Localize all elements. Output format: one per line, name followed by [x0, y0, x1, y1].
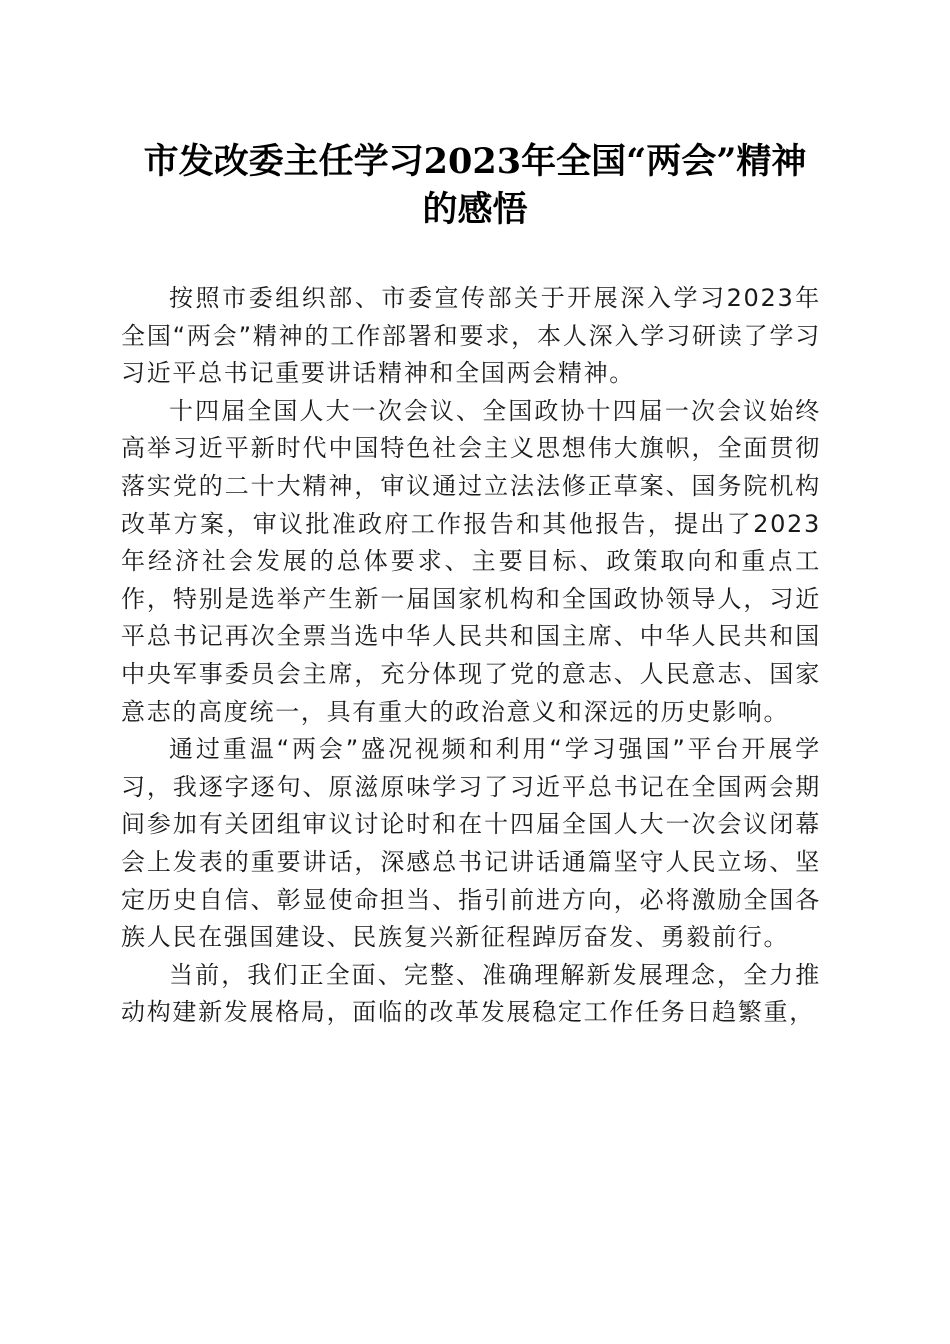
paragraph-1: 按照市委组织部、市委宣传部关于开展深入学习2023年全国“两会”精神的工作部署和要求，本人深入学习研读了学习习近平总书记重要讲话精神和全国两会精神。 [121, 284, 821, 388]
paragraph-2: 十四届全国人大一次会议、全国政协十四届一次会议始终高举习近平新时代中国特色社会主义思想伟大旗帜，全面贯彻落实党的二十大精神，审议通过立法法修正草案、国务院机构改革方案，审议批准政府工作报告和其他报告，提出了2023年经济社会发展的总体要求、主要目标、政策取向和重点工作，特别是选举产生新一届国家机构和全国政协领导人，习近平总书记再次全票当选中华人民共和国主席、中华人民共和国中央军事委员会主席，充分体现了党的意志、人民意志、国家意志的高度统一，具有重大的政治意义和深远的历史影响。 [121, 396, 821, 726]
document-body [121, 280, 821, 1032]
paragraph-4: 当前，我们正全面、完整、准确理解新发展理念，全力推动构建新发展格局，面临的改革发展稳定工作任务日趋繁重， [121, 960, 821, 1027]
paragraph-3: 通过重温“两会”盛况视频和利用“学习强国”平台开展学习，我逐字逐句、原滋原味学习了习近平总书记在全国两会期间参加有关团组审议讨论时和在十四届全国人大一次会议闭幕会上发表的重要讲话，深感总书记讲话通篇坚守人民立场、坚定历史自信、彰显使命担当、指引前进方向，必将激励全国各族人民在强国建设、民族复兴新征程踔厉奋发、勇毅前行。 [121, 735, 821, 952]
page-title [110, 138, 840, 234]
title-line-1: 市发改委主任学习2023年全国“两会”精神 [143, 141, 807, 182]
title-line-2: 的感悟 [422, 189, 528, 230]
